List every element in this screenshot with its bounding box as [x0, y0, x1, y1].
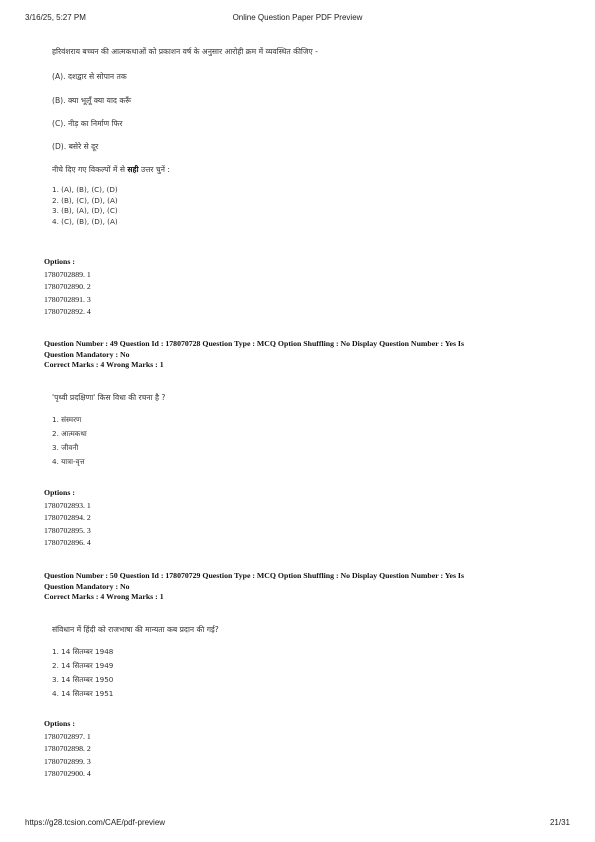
- q50-meta-line3: Correct Marks : 4 Wrong Marks : 1: [44, 592, 164, 601]
- q48-item-a: (A). दशद्वार से सोपान तक: [52, 72, 127, 81]
- q49-choices: [52, 415, 87, 471]
- q50-option-id-1: 1780702897. 1: [44, 731, 91, 741]
- q49-meta-line3: Correct Marks : 4 Wrong Marks : 1: [44, 360, 164, 369]
- q50-choice-2: 2. 14 सितम्बर 1949: [52, 661, 114, 670]
- q48-option-id-4: 1780702892. 4: [44, 307, 91, 316]
- q49-option-id-3: 1780702895. 3: [44, 525, 91, 535]
- q50-option-id-2: 1780702898. 2: [44, 744, 91, 753]
- question-49-text: 'पृथ्वी प्रदक्षिणा' किस विधा की रचना है ?: [52, 393, 166, 402]
- print-datetime: 3/16/25, 5:27 PM: [25, 13, 86, 22]
- page-number: 21/31: [549, 818, 570, 827]
- q50-options-block: [44, 718, 91, 781]
- q50-meta-line2: Question Mandatory : No: [44, 581, 130, 591]
- q50-choice-1: 1. 14 सितम्बर 1948: [52, 647, 114, 656]
- q48-instruction-emphasis: सही: [127, 165, 139, 174]
- q49-choice-4: 4. यात्रा-वृत्त: [52, 457, 85, 466]
- q49-meta-line1: Question Number : 49 Question Id : 178070728 Question Type : MCQ Option Shuffling : No Display Question Number : Yes Is: [44, 339, 464, 348]
- q49-meta-line2: Question Mandatory : No: [44, 349, 130, 359]
- page-url: https://g28.tcsion.com/CAE/pdf-preview: [25, 818, 166, 827]
- q49-options-title: Options :: [44, 488, 75, 497]
- question-48-text: हरिवंशराय बच्चन की आत्मकथाओं को प्रकाशन वर्ष के अनुसार आरोही क्रम में व्यवस्थित कीजिए -: [52, 47, 318, 56]
- q50-option-id-4: 1780702900. 4: [44, 769, 91, 778]
- q49-choice-2: 2. आत्मकथा: [52, 429, 87, 438]
- q50-choice-4: 4. 14 सितम्बर 1951: [52, 689, 114, 698]
- q48-options-block: [44, 256, 91, 319]
- page-header: [0, 13, 595, 25]
- q48-options-title: Options :: [44, 257, 75, 266]
- q50-options-title: Options :: [44, 719, 75, 728]
- q49-option-id-4: 1780702896. 4: [44, 538, 91, 547]
- q48-choice-3: 3. (B), (A), (D), (C): [52, 206, 118, 215]
- page-footer: [0, 818, 595, 830]
- q49-meta: [44, 339, 464, 371]
- q48-choice-1: 1. (A), (B), (C), (D): [52, 185, 118, 194]
- q49-choice-3: 3. जीवनी: [52, 443, 79, 452]
- q50-option-id-3: 1780702899. 3: [44, 756, 91, 766]
- q50-choice-3: 3. 14 सितम्बर 1950: [52, 675, 114, 684]
- q49-choice-1: 1. संस्मरण: [52, 415, 82, 424]
- q49-option-id-2: 1780702894. 2: [44, 513, 91, 522]
- q48-item-b: (B). क्या भूलूँ क्या याद करूँ: [52, 96, 132, 105]
- q48-instruction: नीचे दिए गए विकल्पों में से सही उत्तर चुनें :: [52, 165, 170, 174]
- q48-choice-2: 2. (B), (C), (D), (A): [52, 195, 118, 205]
- q48-choice-4: 4. (C), (B), (D), (A): [52, 216, 118, 226]
- q50-meta-line1: Question Number : 50 Question Id : 178070729 Question Type : MCQ Option Shuffling : No Display Question Number : Yes Is: [44, 571, 464, 580]
- q48-choices: [52, 185, 118, 227]
- q48-item-c: (C). नीड़ का निर्माण फिर: [52, 119, 123, 128]
- q49-option-id-1: 1780702893. 1: [44, 500, 91, 510]
- q48-option-id-1: 1780702889. 1: [44, 269, 91, 279]
- q48-item-d: (D). बसेरे से दूर: [52, 142, 99, 151]
- question-50-text: संविधान में हिंदी को राजभाषा की मान्यता कब प्रदान की गई?: [52, 625, 219, 634]
- page-title: Online Question Paper PDF Preview: [232, 13, 363, 22]
- q50-meta: [44, 571, 464, 603]
- q49-options-block: [44, 487, 91, 550]
- q48-option-id-2: 1780702890. 2: [44, 282, 91, 291]
- q48-option-id-3: 1780702891. 3: [44, 294, 91, 304]
- q50-choices: [52, 647, 113, 703]
